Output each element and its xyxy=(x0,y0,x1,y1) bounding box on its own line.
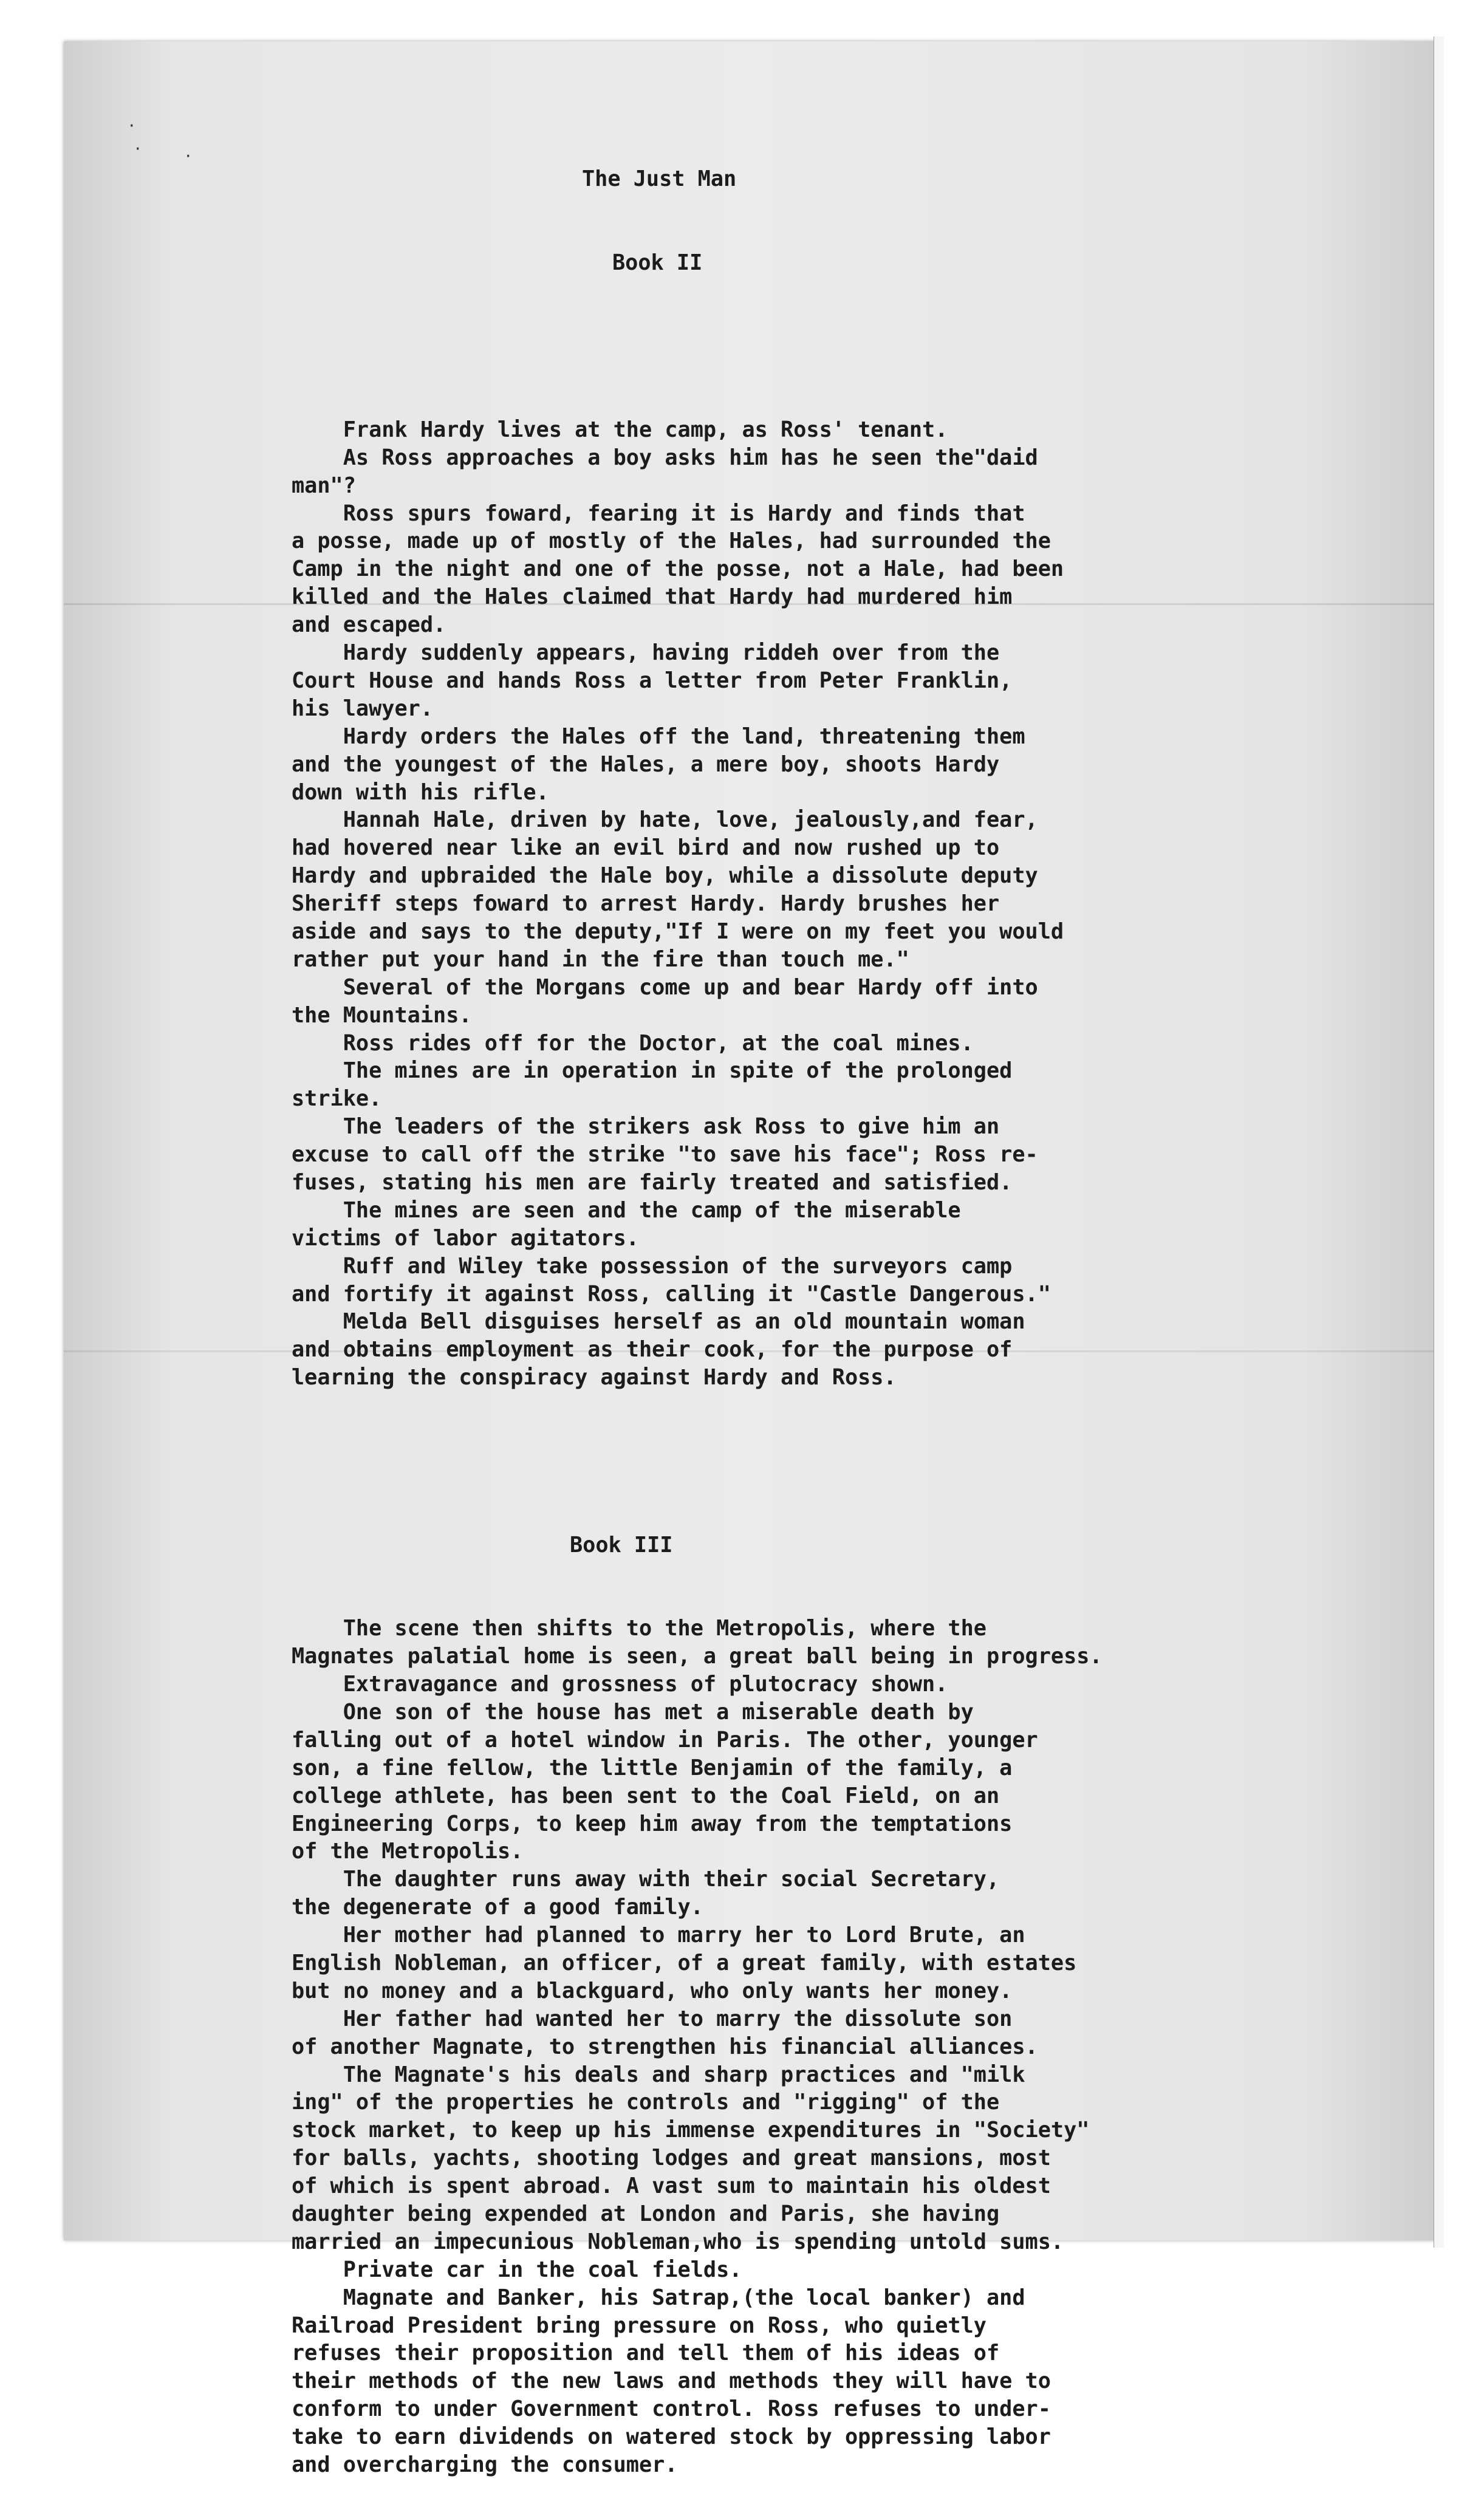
text-line: Hardy suddenly appears, having riddeh over from the xyxy=(292,640,1000,666)
text-line: and the youngest of the Hales, a mere boy, shoots Hardy xyxy=(292,751,1000,777)
text-line: victims of labor agitators. xyxy=(292,1225,639,1251)
spacer xyxy=(292,1448,1361,1476)
text-line: Ruff and Wiley take possession of the surveyors camp xyxy=(292,1253,1013,1279)
book-ii-paragraphs xyxy=(292,416,1361,1392)
text-line: Ross rides off for the Doctor, at the coal mines. xyxy=(292,1030,974,1056)
spacer xyxy=(292,332,1361,360)
text-line: Hardy orders the Hales off the land, threatening them xyxy=(292,723,1025,749)
text-line: stock market, to keep up his immense expenditures in "Society" xyxy=(292,2118,1090,2143)
text-line: The leaders of the strikers ask Ross to give him an xyxy=(292,1114,1000,1140)
text-line: Frank Hardy lives at the camp, as Ross' tenant. xyxy=(292,417,948,442)
text-line: As Ross approaches a boy asks him has he seen the"daid xyxy=(292,445,1038,470)
text-line: The mines are in operation in spite of the prolonged xyxy=(292,1058,1013,1084)
text-line: and overcharging the consumer. xyxy=(292,2452,678,2478)
text-line: Her mother had planned to marry her to Lord Brute, an xyxy=(292,1923,1025,1948)
page-edge xyxy=(1434,36,1444,2248)
text-line: their methods of the new laws and methods they will have to xyxy=(292,2368,1051,2394)
text-line: Engineering Corps, to keep him away from the temptations xyxy=(292,1811,1013,1836)
text-line: of the Metropolis. xyxy=(292,1839,524,1864)
text-line: fuses, stating his men are fairly treated and satisfied. xyxy=(292,1169,1013,1195)
text-line: but no money and a blackguard, who only wants her money. xyxy=(292,1978,1013,2003)
text-line: a posse, made up of mostly of the Hales, had surrounded the xyxy=(292,528,1051,554)
text-line: excuse to call off the strike "to save his face"; Ross re- xyxy=(292,1142,1038,1168)
text-line: Private car in the coal fields. xyxy=(292,2257,742,2282)
text-line: and obtains employment as their cook, for the purpose of xyxy=(292,1337,1013,1363)
text-line: for balls, yachts, shooting lodges and great mansions, most xyxy=(292,2146,1051,2171)
text-line: strike. xyxy=(292,1086,382,1112)
text-line: married an impecunious Nobleman,who is spending untold sums. xyxy=(292,2229,1064,2254)
book-ii-heading: Book II xyxy=(612,250,703,275)
text-line: falling out of a hotel window in Paris. The other, younger xyxy=(292,1727,1038,1753)
text-line: Ross spurs foward, fearing it is Hardy and finds that xyxy=(292,501,1025,526)
text-line: Her father had wanted her to marry the dissolute son xyxy=(292,2006,1013,2031)
book-iii-heading: Book III xyxy=(570,1532,673,1558)
text-line: the Mountains. xyxy=(292,1002,472,1028)
text-line: Camp in the night and one of the posse, not a Hale, had been xyxy=(292,556,1064,582)
text-line: the degenerate of a good family. xyxy=(292,1895,703,1920)
text-line: The scene then shifts to the Metropolis, where the xyxy=(292,1616,986,1641)
text-line: The daughter runs away with their social Secretary, xyxy=(292,1867,1000,1892)
text-line: of another Magnate, to strengthen his financial alliances. xyxy=(292,2034,1038,2059)
text-line: daughter being expended at London and Paris, she having xyxy=(292,2201,1000,2227)
text-line: Court House and hands Ross a letter from Peter Franklin, xyxy=(292,668,1013,693)
text-line: aside and says to the deputy,"If I were on my feet you would xyxy=(292,918,1064,944)
text-line: had hovered near like an evil bird and now rushed up to xyxy=(292,835,1000,861)
text-line: Hardy and upbraided the Hale boy, while a dissolute deputy xyxy=(292,863,1038,889)
book-iii-paragraphs xyxy=(292,1615,1361,2479)
text-line: and escaped. xyxy=(292,612,446,638)
text-line: refuses their proposition and tell them of his ideas of xyxy=(292,2341,1000,2366)
text-line: One son of the house has met a miserable death by xyxy=(292,1699,974,1725)
text-line: Extravagance and grossness of plutocracy shown. xyxy=(292,1672,948,1697)
margin-mark: · xyxy=(185,146,191,167)
margin-mark: · xyxy=(135,139,141,160)
text-line: Sheriff steps foward to arrest Hardy. Hardy brushes her xyxy=(292,891,1000,917)
text-line: The Magnate's his deals and sharp practices and "milk xyxy=(292,2062,1025,2087)
text-line: Melda Bell disguises herself as an old mountain woman xyxy=(292,1309,1025,1335)
text-line: learning the conspiracy against Hardy and Ross. xyxy=(292,1365,897,1390)
text-line: man"? xyxy=(292,473,356,498)
document-body xyxy=(292,109,1361,2507)
text-line: killed and the Hales claimed that Hardy had murdered him xyxy=(292,584,1013,610)
text-line: take to earn dividends on watered stock by oppressing labor xyxy=(292,2424,1051,2450)
text-line: down with his rifle. xyxy=(292,779,549,805)
document-title: The Just Man xyxy=(582,166,737,191)
text-line: college athlete, has been sent to the Coal Field, on an xyxy=(292,1783,1000,1808)
text-line: English Nobleman, an officer, of a great family, with estates xyxy=(292,1951,1077,1975)
text-line: Several of the Morgans come up and bear Hardy off into xyxy=(292,974,1038,1000)
text-line: Hannah Hale, driven by hate, love, jealously,and fear, xyxy=(292,807,1038,833)
text-line: son, a fine fellow, the little Benjamin of the family, a xyxy=(292,1755,1013,1780)
text-line: rather put your hand in the fire than touch me." xyxy=(292,946,909,972)
margin-mark: · xyxy=(129,115,135,137)
text-line: Magnate and Banker, his Satrap,(the local banker) and xyxy=(292,2285,1025,2310)
text-line: Railroad President bring pressure on Ross, who quietly xyxy=(292,2313,986,2338)
text-line: Magnates palatial home is seen, a great ball being in progress. xyxy=(292,1644,1103,1669)
text-line: and fortify it against Ross, calling it "Castle Dangerous." xyxy=(292,1281,1051,1307)
text-line: conform to under Government control. Ross refuses to under- xyxy=(292,2396,1051,2422)
text-line: his lawyer. xyxy=(292,696,434,721)
text-line: of which is spent abroad. A vast sum to maintain his oldest xyxy=(292,2174,1051,2199)
text-line: ing" of the properties he controls and "rigging" of the xyxy=(292,2090,1000,2115)
text-line: The mines are seen and the camp of the miserable xyxy=(292,1197,961,1223)
